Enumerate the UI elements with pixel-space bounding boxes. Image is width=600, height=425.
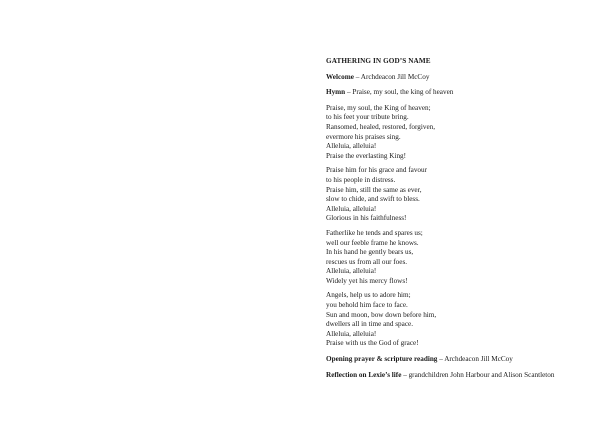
verse-line: Praise with us the God of grace! [326, 339, 419, 348]
verse-line: Alleluia, alleluia! [326, 329, 377, 338]
hymn-verse-1 [326, 104, 596, 162]
section-title: GATHERING IN GOD’S NAME [326, 57, 431, 65]
verse-line: Alleluia, alleluia! [326, 142, 377, 151]
verse-line: Ransomed, healed, restored, forgiven, [326, 122, 436, 131]
verse-line: to his people in distress. [326, 175, 396, 184]
verse-line: Widely yet his mercy flows! [326, 276, 408, 285]
reflection-label: Reflection on Lexie’s life [326, 370, 402, 379]
welcome-detail: Archdeacon Jill McCoy [360, 72, 430, 81]
verse-line: Praise, my soul, the King of heaven; [326, 103, 431, 112]
verse-line: evermore his praises sing. [326, 132, 401, 141]
verse-line: dwellers all in time and space. [326, 320, 414, 329]
verse-line: to his feet your tribute bring. [326, 113, 409, 122]
verse-line: In his hand he gently bears us, [326, 248, 414, 257]
hymn-title: Praise, my soul, the king of heaven [352, 88, 454, 97]
verse-line: Praise the everlasting King! [326, 151, 407, 160]
welcome-separator: – [353, 72, 361, 81]
opening-prayer-label: Opening prayer & scripture reading [326, 355, 438, 364]
opening-prayer-separator: – [437, 355, 445, 364]
welcome-line [326, 73, 596, 83]
verse-line: you behold him face to face. [326, 301, 408, 310]
hymn-separator: – [345, 88, 353, 97]
verse-line: Praise him, still the same as ever, [326, 185, 422, 194]
verse-line: Glorious in his faithfulness! [326, 214, 407, 223]
hymn-verse-4 [326, 291, 596, 349]
reflection-detail: grandchildren John Harbour and Alison Scantleton [408, 370, 555, 379]
verse-line: Angels, help us to adore him; [326, 291, 411, 300]
verse-line: Alleluia, alleluia! [326, 204, 377, 213]
verse-line: Praise him for his grace and favour [326, 166, 427, 175]
verse-line: Fatherlike he tends and spares us; [326, 228, 423, 237]
service-content [326, 57, 596, 386]
verse-line: rescues us from all our foes. [326, 257, 408, 266]
hymn-label: Hymn [326, 88, 346, 97]
hymn-verse-2 [326, 166, 596, 224]
verse-line: Sun and moon, bow down before him, [326, 310, 437, 319]
verse-line: slow to chide, and swift to bless. [326, 195, 420, 204]
reflection-line [326, 371, 596, 381]
opening-prayer-line [326, 355, 596, 365]
hymn-verse-3 [326, 229, 596, 287]
verse-line: well our feeble frame he knows. [326, 238, 419, 247]
reflection-separator: – [401, 370, 409, 379]
verse-line: Alleluia, alleluia! [326, 267, 377, 276]
welcome-label: Welcome [326, 72, 354, 81]
opening-prayer-detail: Archdeacon Jill McCoy [444, 355, 513, 364]
hymn-line [326, 88, 596, 98]
